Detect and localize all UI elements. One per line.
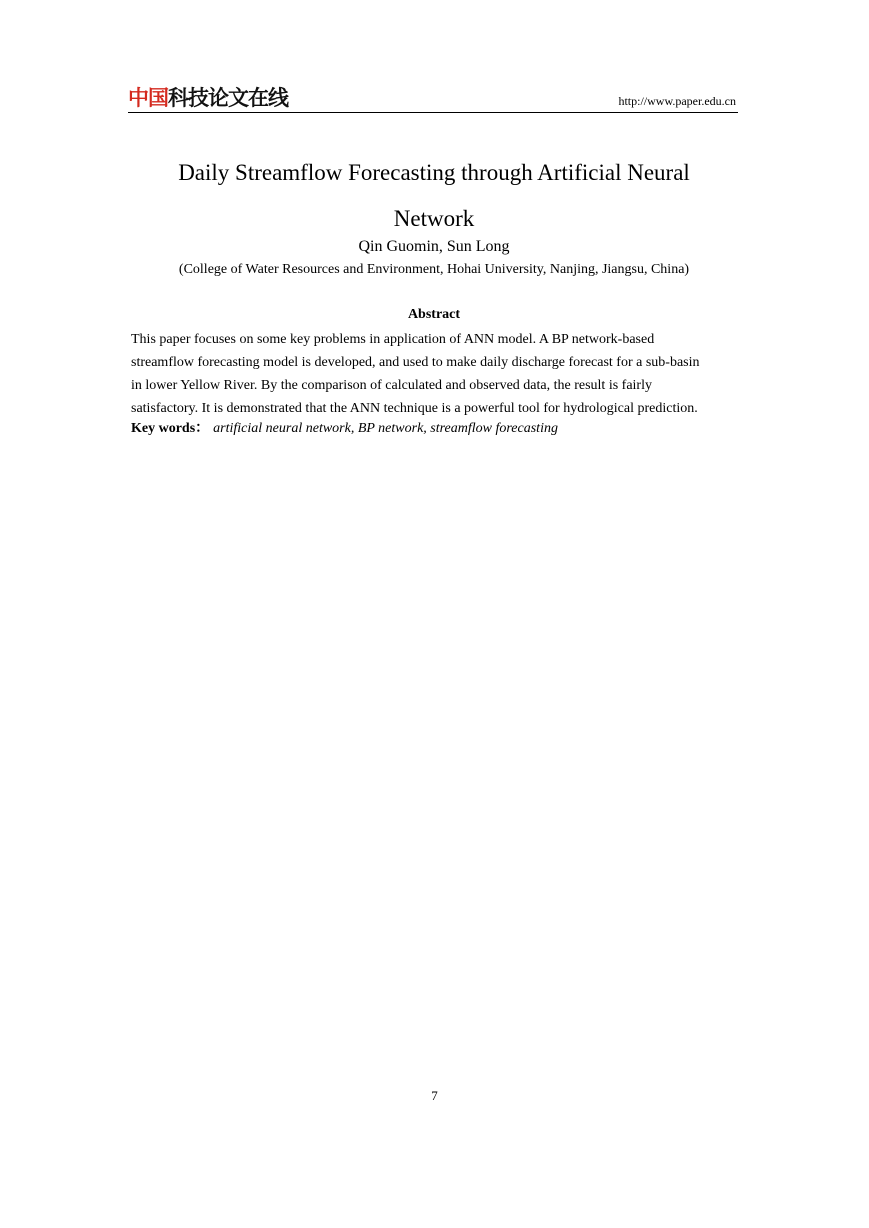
logo-text-red: 中国 xyxy=(128,86,168,110)
site-url: http://www.paper.edu.cn xyxy=(618,94,736,108)
keywords xyxy=(131,420,558,438)
abstract-body xyxy=(131,328,731,420)
paper-affiliation: (College of Water Resources and Environment, Hohai University, Nanjing, Jiangsu, China) xyxy=(178,262,690,277)
page-number: 7 xyxy=(431,1088,438,1103)
title-line-1: Daily Streamflow Forecasting through Artificial Neural xyxy=(178,160,690,185)
paper-authors: Qin Guomin, Sun Long xyxy=(358,238,510,255)
keywords-values: artificial neural network, BP network, streamflow forecasting xyxy=(213,421,558,436)
abstract-line: in lower Yellow River. By the comparison of calculated and observed data, the result is fairly xyxy=(131,378,652,393)
paper-title xyxy=(130,150,738,242)
abstract-line: streamflow forecasting model is developed, and used to make daily discharge forecast for a sub-basin xyxy=(131,355,700,370)
abstract-heading: Abstract xyxy=(407,307,461,322)
title-line-2: Network xyxy=(393,206,475,231)
keywords-label: Key words： xyxy=(131,421,210,436)
abstract-line: satisfactory. It is demonstrated that the ANN technique is a powerful tool for hydrological prediction. xyxy=(131,401,698,416)
abstract-line: This paper focuses on some key problems in application of ANN model. A BP network-based xyxy=(131,332,655,347)
page-header xyxy=(128,84,738,113)
logo-text-black: 科技论文在线 xyxy=(168,86,288,110)
site-logo xyxy=(128,86,288,110)
